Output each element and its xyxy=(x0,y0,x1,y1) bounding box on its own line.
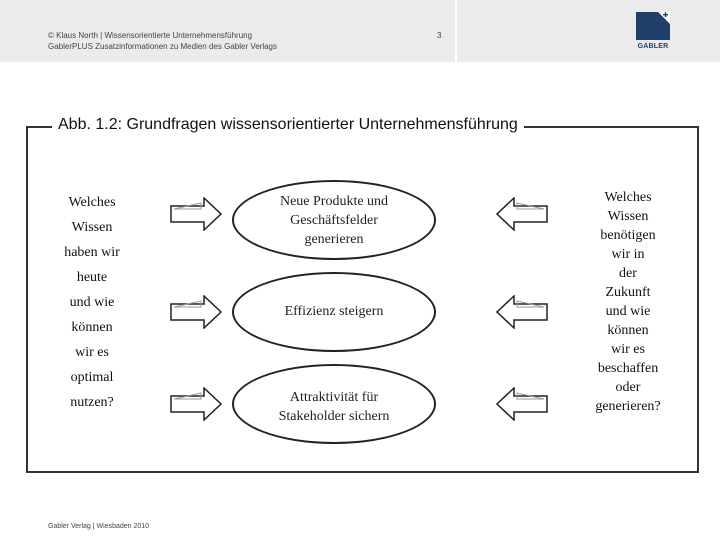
right-question-line: Zukunft xyxy=(605,285,651,300)
right-question-line: Wissen xyxy=(607,209,649,224)
right-arrow-icon xyxy=(170,387,222,421)
right-question-line: Welches xyxy=(604,190,652,205)
left-question-line: können xyxy=(71,320,113,335)
right-question xyxy=(585,188,671,416)
left-question xyxy=(54,190,130,415)
right-question-line: oder xyxy=(615,380,641,395)
left-question-line: Wissen xyxy=(71,220,113,235)
left-arrow-icon xyxy=(496,387,548,421)
left-question-line: optimal xyxy=(70,370,114,385)
goal-label-line: generieren xyxy=(304,232,364,247)
goal-label-new-products xyxy=(254,192,414,249)
gabler-logo xyxy=(636,12,670,52)
right-question-line: der xyxy=(619,266,637,281)
figure-title: Abb. 1.2: Grundfragen wissensorientierter Unternehmensführung xyxy=(52,116,524,134)
goal-label-attractiveness xyxy=(254,388,414,426)
left-question-line: und wie xyxy=(69,295,115,310)
goal-label-line: Stakeholder sichern xyxy=(278,409,390,424)
right-question-line: und wie xyxy=(605,304,651,319)
goal-label-line: Attraktivität für xyxy=(289,390,379,405)
logo-text: GABLER xyxy=(637,43,669,50)
right-arrow-icon xyxy=(170,295,222,329)
left-question-line: Welches xyxy=(68,195,116,210)
right-question-line: wir in xyxy=(611,247,645,262)
logo-mark-icon xyxy=(636,12,670,40)
page-number: 3 xyxy=(437,31,442,40)
left-arrow-icon xyxy=(496,295,548,329)
header-divider xyxy=(455,0,457,62)
goal-label-line: Effizienz steigern xyxy=(284,304,384,319)
right-question-line: wir es xyxy=(611,342,645,357)
right-arrow-icon xyxy=(170,197,222,231)
header-author-line: © Klaus North | Wissensorientierte Unternehmensführung xyxy=(48,31,253,40)
left-question-line: nutzen? xyxy=(70,395,114,410)
goal-label-line: Geschäftsfelder xyxy=(290,213,378,228)
right-question-line: benötigen xyxy=(600,228,656,243)
goal-label-line: Neue Produkte und xyxy=(279,194,389,209)
header-publisher-line: GablerPLUS Zusatzinformationen zu Medien des Gabler Verlags xyxy=(48,42,278,51)
footer-text: Gabler Verlag | Wiesbaden 2010 xyxy=(48,523,150,530)
left-question-line: haben wir xyxy=(64,245,120,260)
right-question-line: können xyxy=(607,323,649,338)
right-question-line: beschaffen xyxy=(597,361,659,376)
left-question-line: heute xyxy=(76,270,108,285)
goal-label-efficiency xyxy=(254,302,414,321)
left-arrow-icon xyxy=(496,197,548,231)
right-question-line: generieren? xyxy=(595,399,661,414)
left-question-line: wir es xyxy=(75,345,109,360)
